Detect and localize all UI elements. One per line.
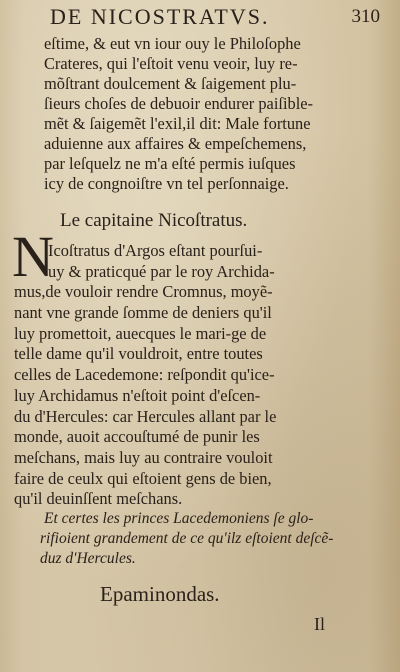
text-line: ſieurs choſes de debuoir endurer paiſible- <box>44 94 313 113</box>
text-line: celles de Lacedemone: reſpondit qu'ice- <box>14 365 275 385</box>
text-line: Icoſtratus d'Argos eſtant pourſui- <box>48 241 263 260</box>
text-line: par leſquelz ne m'a eſté permis iuſques <box>44 154 296 173</box>
text-line: monde, auoit accouſtumé de punir les <box>14 427 260 447</box>
text-line: icy de congnoiſtre vn tel perſonnaige. <box>44 174 289 193</box>
text-line: luy Archidamus n'eſtoit point d'eſcen- <box>14 385 261 405</box>
text-line: qu'il deuinſſent meſchans. <box>14 489 183 509</box>
drop-cap-initial: N <box>12 224 54 289</box>
text-line: du d'Hercules: car Hercules allant par le <box>14 406 277 426</box>
text-line: nant vne grande ſomme de deniers qu'il <box>14 303 272 323</box>
text-line: aduienne aux affaires & empeſchemens, <box>44 134 307 153</box>
text-line: faire de ceulx qui eſtoient gens de bien, <box>14 468 272 488</box>
italic-line: duz d'Hercules. <box>40 550 136 567</box>
text-line: uy & praticqué par le roy Archida- <box>48 261 275 281</box>
page-number: 310 <box>351 6 380 27</box>
italic-line: Et certes les princes Lacedemoniens ſe glo- <box>44 510 314 527</box>
paragraph-nicostratus <box>14 241 348 510</box>
italic-commentary <box>40 509 350 569</box>
section-heading-epaminondas: Epaminondas. <box>100 582 220 606</box>
text-line: luy promettoit, auecques le mari-ge de <box>14 323 267 343</box>
text-line: meſchans, mais luy au contraire vouloit <box>14 447 273 467</box>
page-header <box>20 4 384 30</box>
text-line: telle dame qu'il vouldroit, entre toutes <box>14 344 263 364</box>
paragraph-continued <box>44 34 350 194</box>
text-line: eſtime, & eut vn iour ouy le Philoſophe <box>44 34 301 53</box>
text-line: mẽt & ſaigemẽt l'exil,il dit: Male fortune <box>44 114 311 133</box>
signature-mark: Il <box>314 614 325 634</box>
italic-line: rifioient grandement de ce qu'ilz eſtoient deſcẽ- <box>40 530 334 547</box>
section-heading-nicostratus: Le capitaine Nicoſtratus. <box>60 210 248 231</box>
text-line: Crateres, qui l'eſtoit venu veoir, luy re- <box>44 54 298 73</box>
text-line: mus,de vouloir rendre Cromnus, moyẽ- <box>14 282 273 302</box>
running-head: DE NICOSTRATVS. <box>50 4 270 29</box>
text-line: mõſtrant doulcement & ſaigement plu- <box>44 74 297 93</box>
